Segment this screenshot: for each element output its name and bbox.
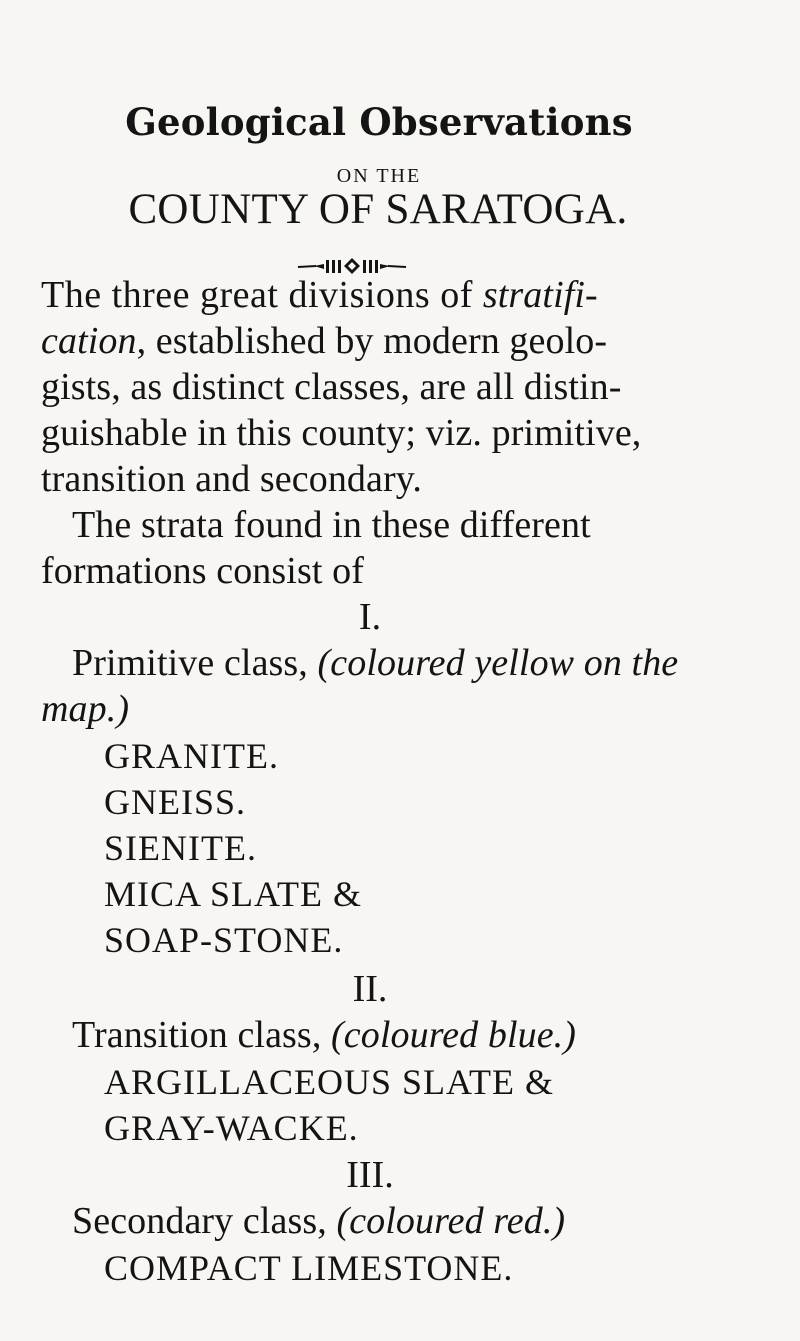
subtitle-on-the: ON THE bbox=[336, 165, 422, 187]
section-numeral-i: I. bbox=[358, 596, 382, 638]
intro-line-3: gists, as distinct classes, are all distin- bbox=[41, 366, 622, 408]
intro-line-2 bbox=[41, 322, 607, 360]
intro-line-2-italic: cation bbox=[41, 320, 137, 362]
intro-line-5: transition and secondary. bbox=[41, 458, 422, 500]
section-secondary-note: (coloured red.) bbox=[336, 1200, 566, 1242]
section-secondary-label: Secondary class, bbox=[72, 1200, 337, 1242]
page-title: Geological Observations bbox=[125, 100, 633, 144]
section-secondary-heading bbox=[72, 1202, 565, 1240]
section-transition-note: (coloured blue.) bbox=[331, 1014, 577, 1056]
section-transition-label: Transition class, bbox=[72, 1014, 332, 1056]
intro-line-2-text: , established by modern geolo- bbox=[136, 320, 608, 362]
subtitle-county: COUNTY OF SARATOGA. bbox=[128, 186, 628, 233]
mineral-granite: GRANITE. bbox=[104, 736, 279, 776]
section-primitive-heading bbox=[72, 644, 678, 682]
intro-line-1-text: The three great divisions of bbox=[41, 274, 483, 316]
intro-line-1 bbox=[41, 276, 598, 314]
intro-line-1-italic: stratifi- bbox=[482, 274, 598, 316]
mineral-mica-slate: MICA SLATE & bbox=[104, 874, 363, 914]
section-primitive-note-cont bbox=[41, 690, 129, 728]
mineral-soap-stone: SOAP-STONE. bbox=[104, 920, 344, 960]
section-primitive-label: Primitive class, bbox=[72, 642, 318, 684]
section-primitive-note-2: map.) bbox=[41, 688, 130, 730]
section-numeral-ii: II. bbox=[352, 968, 388, 1010]
mineral-gray-wacke: GRAY-WACKE. bbox=[104, 1108, 359, 1148]
section-transition-heading bbox=[72, 1016, 576, 1054]
mineral-gneiss: GNEISS. bbox=[104, 782, 247, 822]
intro-line-7: formations consist of bbox=[41, 550, 364, 592]
mineral-compact-limestone: COMPACT LIMESTONE. bbox=[104, 1248, 514, 1288]
mineral-sienite: SIENITE. bbox=[104, 828, 257, 868]
intro-line-4: guishable in this county; viz. primitive, bbox=[41, 412, 642, 454]
intro-line-6: The strata found in these different bbox=[72, 504, 591, 546]
section-numeral-iii: III. bbox=[346, 1154, 394, 1196]
ornament-divider bbox=[296, 256, 476, 276]
mineral-argillaceous-slate: ARGILLACEOUS SLATE & bbox=[104, 1062, 554, 1102]
section-primitive-note: (coloured yellow on the bbox=[317, 642, 679, 684]
